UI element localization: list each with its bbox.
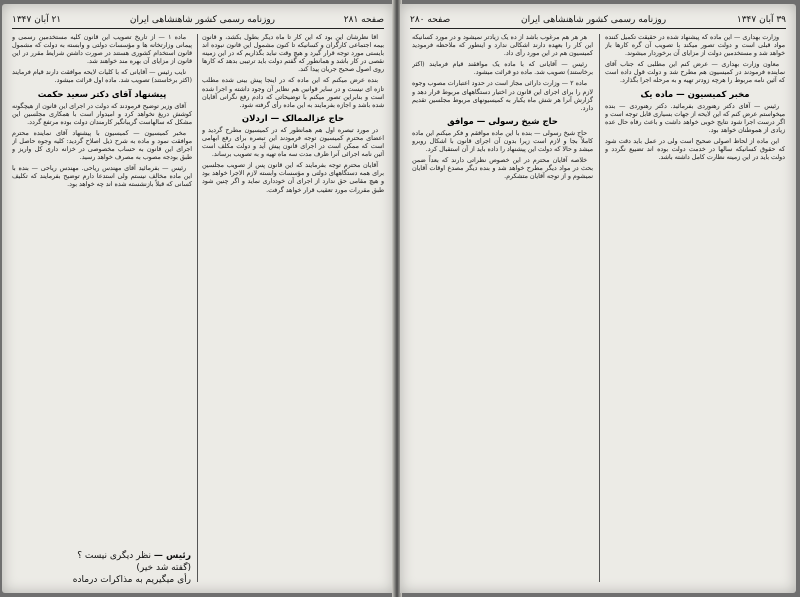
body-paragraph: مخبر کمیسیون — کمیسیون با پیشنهاد آقای نماینده محترم موافقت نمود و ماده به شرح ذیل اصلاح گردید: کلیه وجوه حاصل از اجرای این قانون به حساب مخصوصی در خزانه داری کل واریز و طبق بودجه مصوب به مصرف خواهد رسید. — [12, 129, 192, 162]
left-header-title: روزنامه رسمی کشور شاهنشاهی ایران — [129, 15, 276, 25]
left-page — [2, 4, 394, 593]
body-paragraph: خلاصه آقایان محترم در این خصوص نظراتی دارند که بعداً ضمن بحث در مواد دیگر مطرح خواهد شد و بنده دیگر مصدع اوقات آقایان نمیشوم و از توجه آقایان متشکرم. — [412, 157, 593, 181]
body-paragraph: ماده ۱ — از تاریخ تصویب این قانون کلیه مستخدمین رسمی و پیمانی وزارتخانه ها و مؤسسات دولتی و وابسته به دولت که مشمول قانون استخدام کشوری هستند در صورت داشتن شرایط مقرر در این قانون از مزایای آن بهره مند خواهند شد. — [12, 34, 192, 66]
body-paragraph: رئیس — بفرمائید آقای مهندس ریاحی. مهندس ریاحی — بنده با این ماده مخالف نیستم ولی استدعا دارم توضیح بفرمایند که تکلیف کسانی که قبلاً بازنشسته شده اند چه خواهد بود. — [12, 165, 192, 189]
column-divider — [197, 34, 198, 582]
footer-line: (گفته شد خیر) — [136, 563, 191, 573]
body-paragraph: آقایان محترم توجه بفرمایند که این قانون پس از تصویب مجلسین برای همه دستگاههای دولتی و مؤسسات وابسته لازم الاجرا خواهد بود و هیچ مقامی حق ندارد از اجرای آن خودداری نماید و اگر چنین شود طبق مقررات مورد تعقیب قرار خواهد گرفت. — [202, 162, 384, 194]
body-paragraph: وزارت بهداری — این ماده که پیشنهاد شده در حقیقت تکمیل کننده مواد قبلی است و دولت تصور میکند با تصویب آن گره کارها باز خواهد شد و مستخدمین دولت از مزایای آن برخوردار میشوند. — [605, 34, 785, 58]
right-header-page-number: صفحه ۲۸۰ — [410, 15, 451, 25]
right-page-header — [410, 12, 786, 29]
left-page-right-column — [202, 34, 384, 582]
footer-text: نظر دیگری نیست ؟ — [77, 551, 152, 561]
right-header-date: ۳۹ آبان ۱۳۴۷ — [736, 15, 786, 25]
body-paragraph: آقای وزیر توضیح فرمودند که دولت در اجرای این قانون از هیچگونه کوشش دریغ نخواهد کرد و امیدوار است با همکاری مجلسین این مشکل که سالهاست گریبانگیر کارمندان دولت بوده مرتفع گردد. — [12, 102, 192, 126]
body-paragraph: آقا نظرشان این بود که این کار تا ماه دیگر بطول بکشد، و قانون بیمه اجتماعی کارگران و کسانیکه تا کنون مشمول این قانون نبوده اند بایستی مورد توجه قرار گیرد و هیچ وقت نباید بگذاریم که در این زمینه نقصی در کار باشد و همانطور که گفتم دولت باید ترتیبی بدهد که کارها روی اصول صحیح جریان پیدا کند. — [202, 34, 384, 74]
body-paragraph: در مورد تبصره اول هم همانطور که در کمیسیون مطرح گردید و اعضای محترم کمیسیون توجه فرمودند این تبصره برای رفع ابهامی است که ممکن است در اجرای قانون پیش آید و دولت مکلف است آئین نامه اجرائی آنرا ظرف مدت سه ماه تهیه و به تصویب برساند. — [202, 126, 384, 159]
right-page-right-column — [605, 34, 785, 582]
section-heading: حاج شیخ رسولی — موافق — [447, 116, 558, 127]
left-header-date: ۲۱ آبان ۱۳۴۷ — [12, 15, 62, 25]
section-heading: مخبر کمیسیون — ماده یک — [640, 89, 750, 100]
body-paragraph: هر هر هم مرغوب باشد از ده یک زیادتر نمیشود و در مورد کسانیکه این کار را بعهده دارند اشکالی ندارد و اینطور که ملاحظه فرمودید کمیسیون هم در این مورد رأی داد. — [412, 34, 593, 58]
footer-line: رأی میگیریم به مذاکرات درماده — [72, 575, 191, 585]
section-heading: حاج عزالممالک — اردلان — [241, 113, 345, 124]
column-divider — [599, 34, 600, 582]
left-page-left-column — [12, 34, 192, 522]
left-header-page-number: صفحه ۲۸۱ — [343, 15, 384, 25]
body-paragraph: ماده ۲ — وزارت دارائی مجاز است در حدود اعتبارات مصوب وجوه لازم را برای اجرای این قانون در اختیار دستگاههای مربوط قرار دهد و گزارش آنرا هر شش ماه یکبار به کمیسیونهای مربوط مجلسین تقدیم دارد. — [412, 80, 593, 112]
left-page-header — [12, 12, 384, 29]
body-paragraph: نایب رئیس — آقایانی که با کلیات لایحه موافقت دارند قیام فرمایند (اکثر برخاستند) تصویب شد. ماده اول قرائت میشود. — [12, 69, 192, 85]
right-page — [400, 4, 796, 593]
body-paragraph: این ماده از لحاظ اصولی صحیح است ولی در عمل باید دقت شود که حقوق کسانیکه سالها در خدمت دولت بوده اند تضییع نگردد و دولت باید در این زمینه نظارت کامل داشته باشد. — [605, 137, 785, 162]
footer-line — [16, 551, 191, 561]
footer-speaker: رئیس — — [153, 551, 191, 561]
right-page-left-column — [412, 34, 593, 582]
body-paragraph: بنده عرض میکنم که این ماده که در اینجا پیش بینی شده مطلب تازه ای نیست و در سایر قوانین هم نظایر آن وجود داشته و اجرا شده است و بنابراین تصور میکنم با توضیحاتی که دادم رفع نگرانی آقایان شده باشد و اجازه بفرمایند به این ماده رأی گرفته شود. — [202, 77, 384, 109]
body-paragraph: معاون وزارت بهداری — عرض کنم این مطلبی که جناب آقای نماینده فرمودند در کمیسیون هم مطرح شد و دولت قول داده است که آئین نامه مربوط را هرچه زودتر تهیه و به مرحله اجرا بگذارد. — [605, 61, 785, 85]
body-paragraph: رئیس — آقای دکتر رهنوردی بفرمائید. دکتر رهنوردی — بنده میخواستم عرض کنم که این لایحه از جهات بسیاری قابل توجه است و اگر درست اجرا شود نتایج خوبی خواهد داشت و باعث رفاه حال عده زیادی از هموطنان خواهد بود. — [605, 102, 785, 134]
left-page-footer — [16, 551, 191, 587]
body-paragraph: حاج شیخ رسولی — بنده با این ماده موافقم و فکر میکنم این ماده کاملاً بجا و لازم است زیرا بدون آن اجرای قانون با اشکال روبرو میشد و حالا که دولت این پیشنهاد را داده باید از آن استقبال کرد. — [412, 129, 593, 154]
right-header-title: روزنامه رسمی کشور شاهنشاهی ایران — [521, 15, 667, 25]
section-heading: پیشنهاد آقای دکتر سعید حکمت — [37, 89, 167, 100]
body-paragraph: رئیس — آقایانی که با ماده یک موافقند قیام فرمایند (اکثر برخاستند) تصویب شد. ماده دو قرائت میشود. — [412, 61, 593, 77]
